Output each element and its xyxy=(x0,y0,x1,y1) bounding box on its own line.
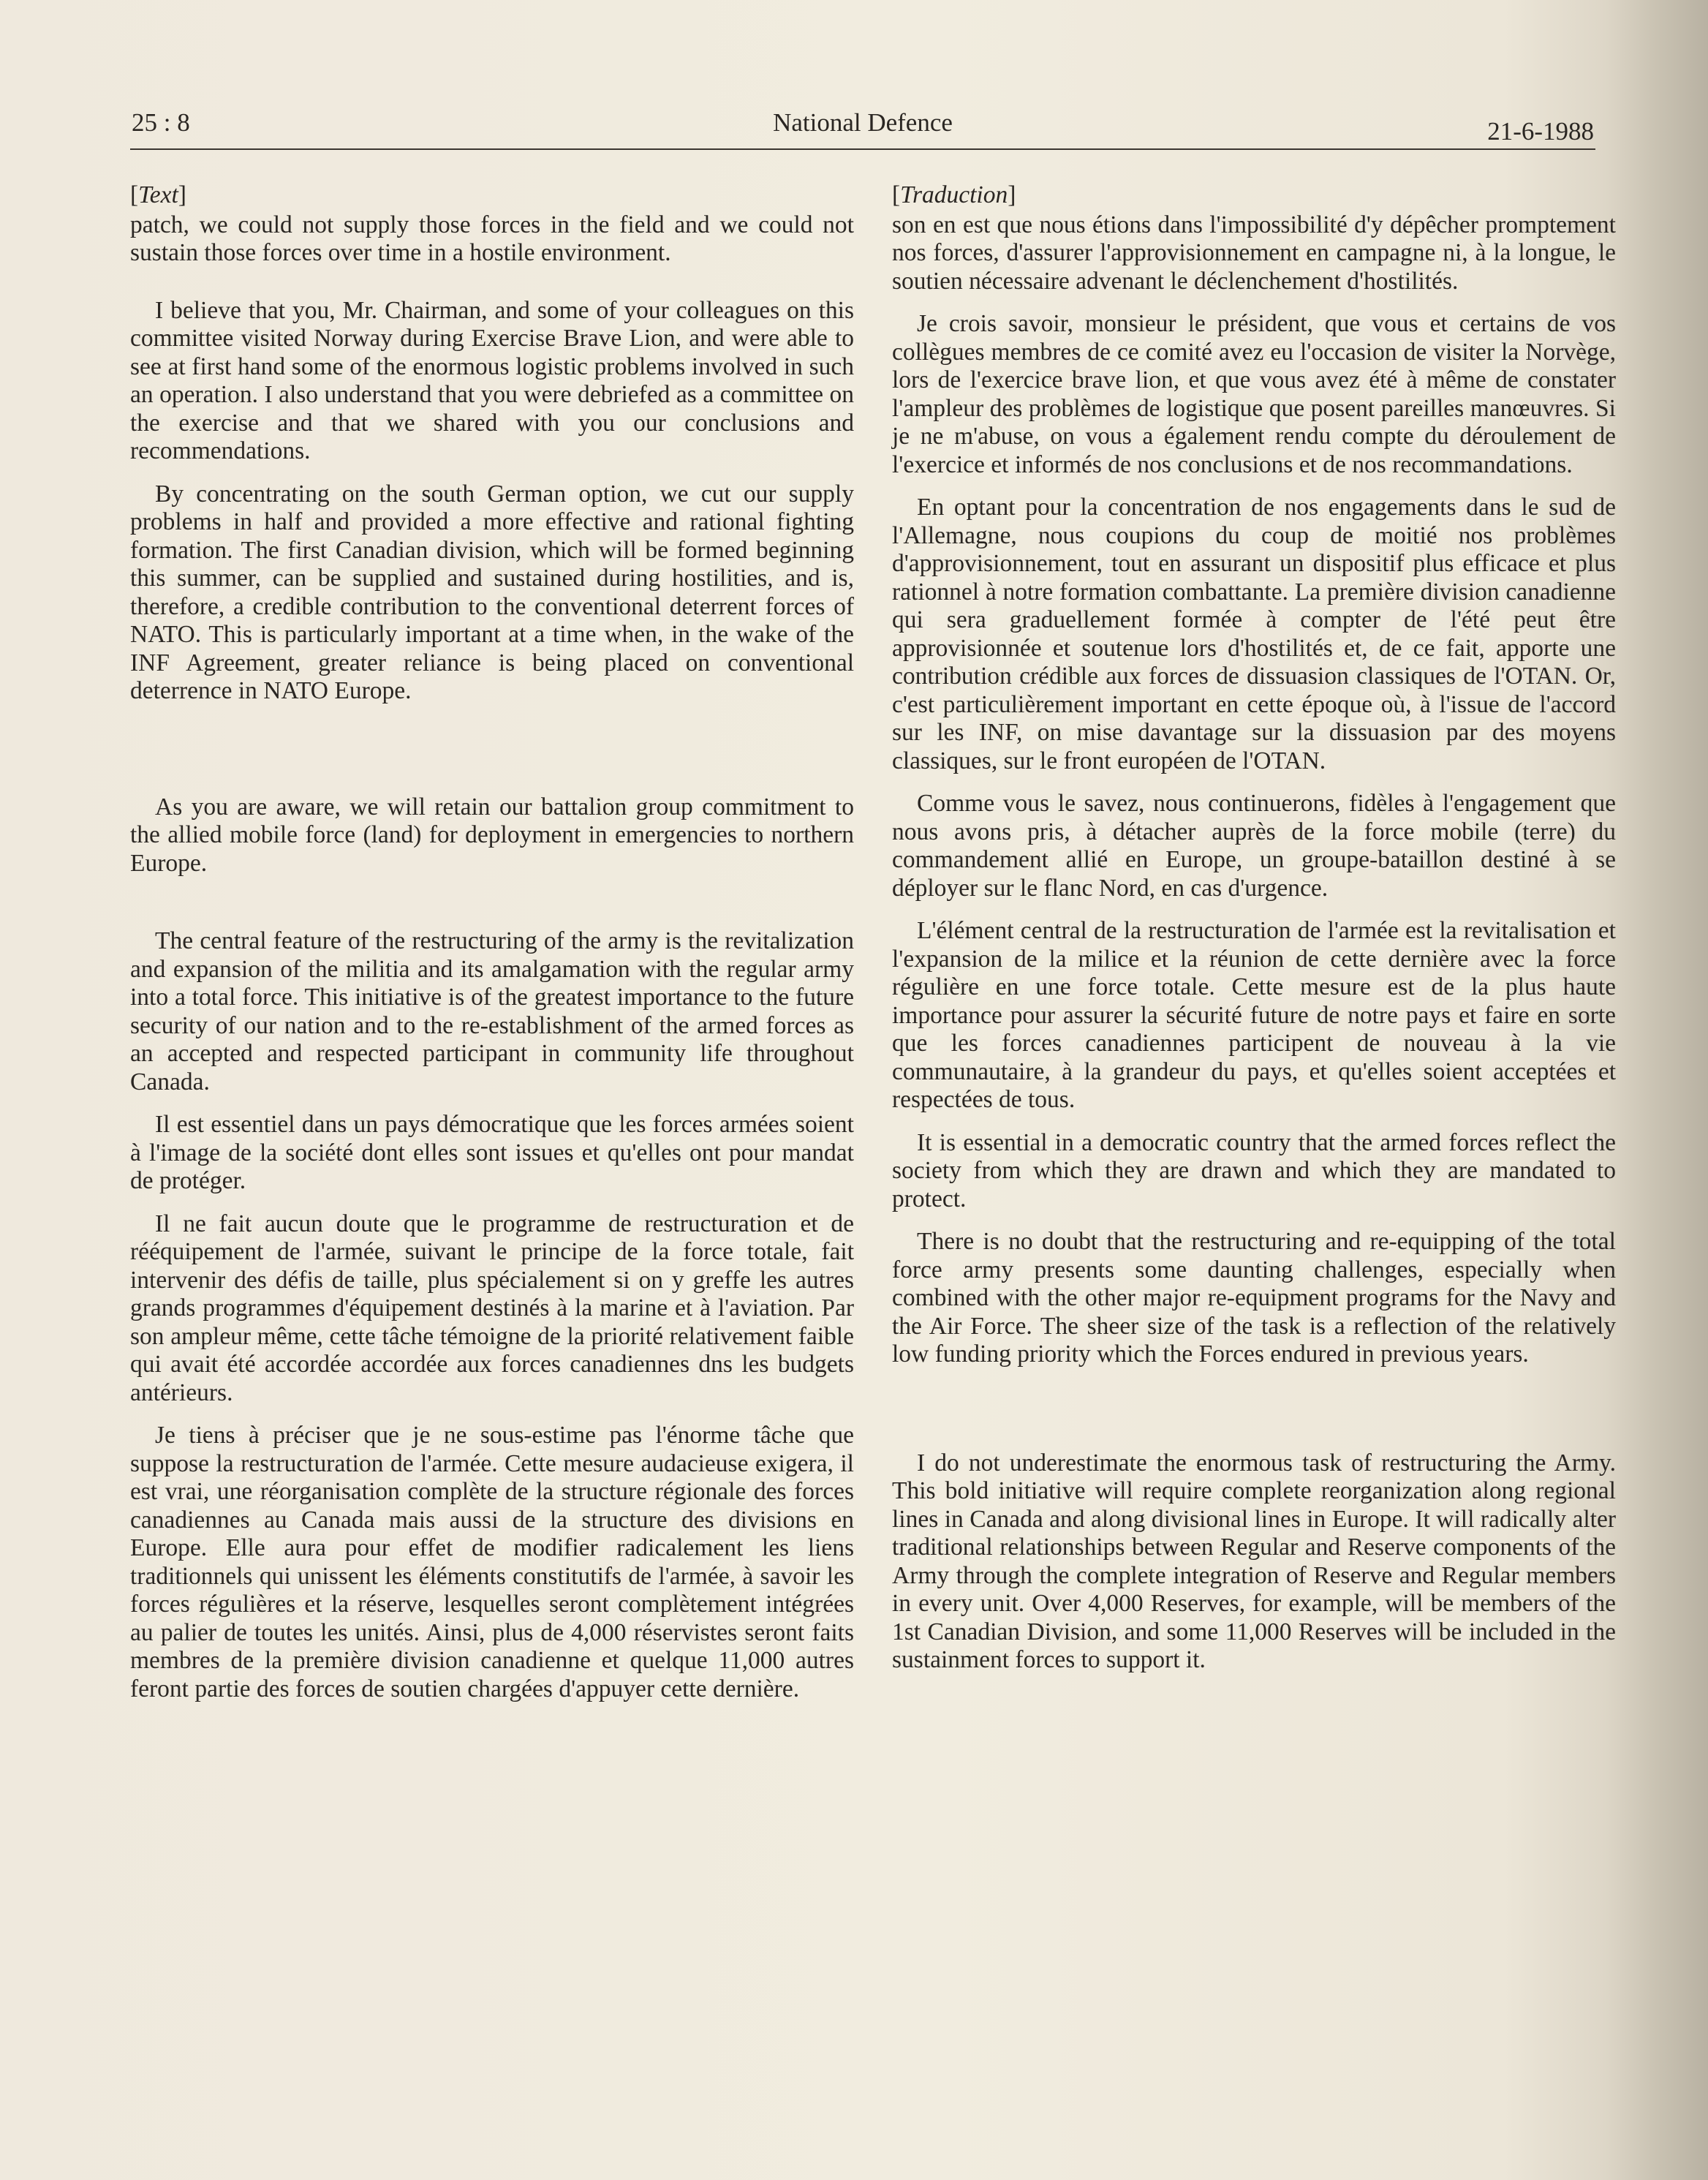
left-column xyxy=(130,181,854,1703)
left-paragraph: Il est essentiel dans un pays démocratique que les forces armées soient à l'image de la société dont elles sont issues et qu'elles ont pour mandat de protéger. xyxy=(130,1111,854,1194)
header-rule xyxy=(130,148,1595,150)
right-paragraph: There is no doubt that the restructuring and re-equipping of the total force army presents some daunting challenges, especially when combined with the other major re-equipment programs for the Navy and the Air Force. The sheer size of the task is a reflection of the relatively low funding priority which the Forces endured in previous years. xyxy=(892,1228,1616,1368)
page-date: 21-6-1988 xyxy=(1487,117,1594,146)
left-column-label: [Text] xyxy=(130,181,186,208)
right-column xyxy=(892,181,1616,1675)
left-paragraph: Il ne fait aucun doute que le programme de restructuration et de rééquipement de l'armée, suivant le principe de la force totale, fait intervenir des défis de taille, plus spécialement si on y greffe les autres grands programmes d'équipement destinés à la marine et à l'aviation. Par son ampleur même, cette tâche témoigne de la priorité relativement faible qui avait été accordée accordée aux forces canadiennes dns les budgets antérieurs. xyxy=(130,1210,854,1406)
left-paragraph: As you are aware, we will retain our battalion group commitment to the allied mobile force (land) for deployment in emergencies to northern Europe. xyxy=(130,793,854,877)
right-paragraph: L'élément central de la restructuration de l'armée est la revitalisation et l'expansion de la milice et la réunion de cette dernière avec la force régulière en une force totale. Cette mesure est de la plus haute importance pour assurer la sécurité future de notre pays et faire en sorte que les forces canadiennes participent de nouveau à la vie communautaire, à la grandeur du pays, et qu'elles soient acceptées et respectées de tous. xyxy=(892,917,1616,1113)
page-title: National Defence xyxy=(773,108,953,137)
left-paragraph: Je tiens à préciser que je ne sous-estime pas l'énorme tâche que suppose la restructuration de l'armée. Cette mesure audacieuse exigera, il est vrai, une réorganisation complète de la structure régionale des forces canadiennes au Canada mais aussi de la structure des divisions en Europe. Elle aura pour effet de modifier radicalement les liens traditionnels qui unissent les éléments constitutifs de l'armée, à savoir les forces régulières et la réserve, lesquelles seront complètement intégrées au palier de toutes les unités. Ainsi, plus de 4,000 réservistes seront faits membres de la première division canadienne et quelque 11,000 autres feront partie des forces de soutien chargées d'appuyer cette dernière. xyxy=(130,1422,854,1702)
left-paragraph: By concentrating on the south German option, we cut our supply problems in half and provided a more effective and rational fighting formation. The first Canadian division, which will be formed beginning this summer, can be supplied and sustained during hostilities, and is, therefore, a credible contribution to the conventional deterrent forces of NATO. This is particularly important at a time when, in the wake of the INF Agreement, greater reliance is being placed on conventional deterrence in NATO Europe. xyxy=(130,480,854,704)
page-header xyxy=(132,108,1594,152)
left-paragraph: patch, we could not supply those forces in the field and we could not sustain those forces over time in a hostile environment. xyxy=(130,211,854,266)
left-paragraph: The central feature of the restructuring of the army is the revitalization and expansion of the militia and its amalgamation with the regular army into a total force. This initiative is of the greatest importance to the future security of our nation and to the re-establishment of the armed forces as an accepted and respected participant in community life throughout Canada. xyxy=(130,927,854,1095)
right-column-label: [Traduction] xyxy=(892,181,1016,208)
right-paragraph: En optant pour la concentration de nos engagements dans le sud de l'Allemagne, nous coupions du coup de moitié nos problèmes d'approvisionnement, tout en assurant un dispositif plus efficace et plus rationnel à notre formation combattante. La première division canadienne qui sera graduellement formée à compter de l'été peut être approvisionnée et soutenue lors d'hostilités et, de ce fait, apporte une contribution crédible aux forces de dissuasion classiques de l'OTAN. Or, c'est particulièrement important en cette époque où, à l'issue de l'accord sur les INF, on mise davantage sur la dissuasion par des moyens classiques, sur le front européen de l'OTAN. xyxy=(892,494,1616,774)
right-paragraph: Je crois savoir, monsieur le président, que vous et certains de vos collègues membres de ce comité avez eu l'occasion de visiter la Norvège, lors de l'exercice brave lion, et que vous avez été à même de constater l'ampleur des problèmes de logistique que posent pareilles manœuvres. Si je ne m'abuse, on vous a également rendu compte du déroulement de l'exercice et informés de nos conclusions et de nos recommandations. xyxy=(892,310,1616,478)
page-reference: 25 : 8 xyxy=(132,108,190,137)
left-paragraph: I believe that you, Mr. Chairman, and some of your colleagues on this committee visited Norway during Exercise Brave Lion, and were able to see at first hand some of the enormous logistic problems involved in such an operation. I also understand that you were debriefed as a committee on the exercise and that we shared with you our conclusions and recommendations. xyxy=(130,296,854,464)
right-paragraph: Comme vous le savez, nous continuerons, fidèles à l'engagement que nous avons pris, à détacher auprès de la force mobile (terre) du commandement allié en Europe, un groupe-bataillon destiné à se déployer sur le flanc Nord, en cas d'urgence. xyxy=(892,790,1616,902)
right-paragraph: I do not underestimate the enormous task of restructuring the Army. This bold initiative will require complete reorganization along regional lines in Canada and along divisional lines in Europe. It will radically alter traditional relationships between Regular and Reserve components of the Army through the complete integration of Reserve and Regular members in every unit. Over 4,000 Reserves, for example, will be members of the 1st Canadian Division, and some 11,000 Reserves will be included in the sustainment forces to support it. xyxy=(892,1449,1616,1673)
right-paragraph: It is essential in a democratic country that the armed forces reflect the society from which they are drawn and which they are mandated to protect. xyxy=(892,1128,1616,1212)
right-paragraph: son en est que nous étions dans l'impossibilité d'y dépêcher promptement nos forces, d'assurer l'approvisionnement en campagne ni, à la longue, le soutien nécessaire advenant le déclenchement d'hostilités. xyxy=(892,211,1616,295)
